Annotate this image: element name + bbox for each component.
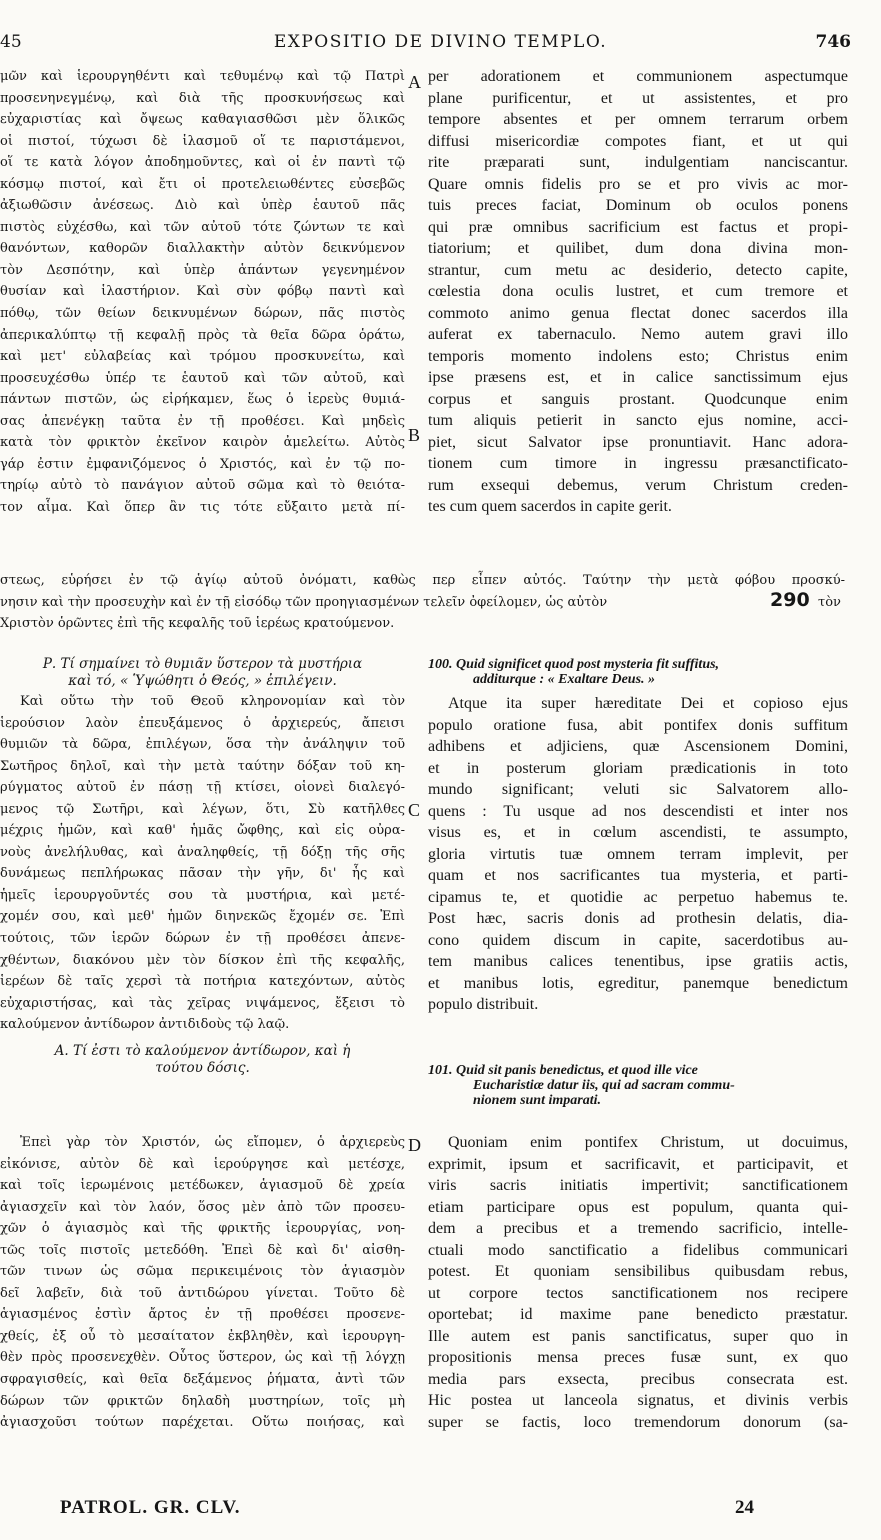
latin-text-line: adhibens et adjiciens, quæ Ascensionem Domini,: [428, 738, 848, 755]
greek-text-line: χθείς, ἐξ οὗ τὸ μεσαίτατον ἐκβληθὲν, καὶ ἱερουργη-: [0, 1328, 405, 1344]
greek-text-line: τῶν τινων ὡς σῶμα περικειμένοις τὸν ἁγιασμὸν: [0, 1264, 405, 1280]
heading-101-latin-line-1: 101. Quid sit panis benedictus, et quod ille vice: [428, 1063, 698, 1078]
latin-text-line: Ille autem est panis sanctificatus, super quo in: [428, 1327, 848, 1345]
greek-text-line: ἀξιωθῶσιν ἀνέσεως. Διὸ καὶ ὑπὲρ ἑαυτοῦ πᾶς: [0, 198, 405, 214]
section-heading-101-greek: [0, 1043, 405, 1077]
heading-101-latin-line-2: Eucharistiæ datur iis, qui ad sacram commu-: [473, 1078, 735, 1093]
greek-text-line: ἀγιασχεῖν καὶ τὸν λαόν, ὅσος μὲν ἀπὸ τῶν προσευ-: [0, 1199, 405, 1215]
greek-text-line: τῶς τοῖς πιστοῖς μετεδόθη. Ἐπεὶ δὲ καὶ δι' αἰσθη-: [0, 1242, 405, 1258]
latin-text-line: Quoniam enim pontifex Christum, ut docuimus,: [448, 1134, 848, 1151]
full-width-line-3: Χριστὸν ὁρῶντες ἐπὶ τῆς κεφαλῆς τοῦ ἱερέως κρατούμενον.: [0, 616, 395, 631]
latin-text-line: quam et nos sacrificantes tua mysteria, et parti-: [428, 867, 848, 884]
latin-text-line: cœlestia dona oculis lustret, et cum tremore et: [428, 283, 848, 300]
latin-text-line: ipse præsens est, et in calice sanctissimum ejus: [428, 369, 848, 386]
latin-text-line: populo distribuit.: [428, 996, 539, 1013]
latin-text-line: dem a precibus et a tremendo sacrificio, intelle-: [428, 1220, 848, 1237]
margin-marker-a: A: [408, 72, 421, 92]
greek-text-line: μενος τῷ Σωτῆρι, καὶ λέγων, ὅτι, Σὺ κατῆλθες: [0, 801, 405, 817]
latin-text-line: et manibus lotis, egreditur, panemque benedictum: [428, 974, 848, 992]
greek-text-line: χῶν ὁ ἁγιασμὸς καὶ τῆς φρικτῆς ἱερουργίας, νοη-: [0, 1221, 405, 1237]
heading-100-latin-line-2: additurque : « Exaltare Deus. »: [473, 672, 656, 687]
greek-text-line: οἵ τε κατὰ λόγον ἀποδημοῦντες, καὶ οἱ ἐν παντὶ τῷ: [0, 155, 405, 171]
latin-text-line: per adorationem et communionem aspectumque: [428, 68, 848, 85]
latin-text-line: corpus et sanguis prostant. Quodcunque enim: [428, 390, 848, 408]
greek-text-line: καλούμενον ἀντίδωρον ἀντιδιδοὺς τῷ λαῷ.: [0, 1017, 290, 1033]
latin-text-line: quens : Tu usque ad nos descendisti et inter nos: [428, 802, 848, 820]
latin-text-line: tempore absentes et per omnem terrarum orbem: [428, 111, 848, 128]
latin-text-line: strantur, cum metu ac desiderio, detecto capite,: [428, 261, 848, 279]
greek-text-line: δεῖ λαβεῖν, διὰ τοῦ ἀντιδώρου γίνεται. Τοῦτο δὲ: [0, 1285, 405, 1301]
latin-text-line: tem manibus calices tenentibus, ipse gratiis actis,: [428, 953, 848, 970]
greek-text-line: τὸν Δεσπότην, καὶ ὑπὲρ ἁπάντων γεγενημένον: [0, 262, 405, 278]
greek-text-line: ἁγιασμένος ἐστὶν ἄρτος ἐν τῇ προθέσει προσενε-: [0, 1307, 405, 1323]
section-heading-100-latin: [428, 657, 848, 687]
full-width-line-2-tail: τὸν: [818, 594, 841, 610]
latin-text-line: Quare omnis fidelis pro se et pro vivis ac mor-: [428, 175, 848, 193]
greek-text-line: θὲν πρὸς προσενεχθὲν. Οὗτος ὕστερον, ὡς καὶ τῇ λόγχῃ: [0, 1350, 405, 1366]
greek-text-line: θανόντων, καθορῶν διαλλακτὴν αὐτὸν δεικνύμενον: [0, 241, 405, 257]
greek-text-line: ἱερέων δὲ ταῖς χερσὶ τὰ ποτήρια κατεχόντων, αὐτὸς: [0, 974, 405, 990]
greek-text-line: κατὰ τὸν φρικτὸν ἐκεῖνον καιρὸν ἀμελείτω. Αὐτὸς: [0, 435, 405, 451]
greek-text-line: μέχρις ἡμῶν, καὶ καθ' ἡμᾶς ὤφθης, καὶ εἰς οὐρα-: [0, 823, 405, 839]
latin-text-line: diffusi misericordiæ compotes fiant, et ut qui: [428, 132, 848, 150]
greek-text-line: εὐχαριστίας καὶ ὄψεως καθαγιασθῶσι μὲν ὅλικῶς: [0, 112, 405, 128]
latin-text-line: visus es, et in cœlum ascendisti, te assumpto,: [428, 824, 848, 841]
latin-text-line: super se factis, loco tremendorum donorum (sa-: [428, 1413, 848, 1431]
latin-text-line: auferat ex tabernaculo. Nemo autem gravi illo: [428, 326, 848, 343]
heading-100-latin-line-1: 100. Quid significet quod post mysteria fit suffitus,: [428, 657, 720, 672]
latin-text-line: Hic postea ut lanceola signatus, et divinis verbis: [428, 1392, 848, 1409]
greek-text-line: μῶν καὶ ἱερουργηθέντι καὶ τεθυμένῳ καὶ τῷ Πατρὶ: [0, 69, 405, 84]
latin-text-line: tes cum quem sacerdos in capite gerit.: [428, 498, 672, 515]
latin-text-line: propositionis mensa preces fusæ sunt, ex quo: [428, 1349, 848, 1366]
full-width-paragraph: [0, 570, 845, 635]
latin-text-line: commoto animo genua flectat donec sacerdos illa: [428, 304, 848, 322]
greek-text-line: δώρων τῶν φρικτῶν δηλαδὴ μυστηρίων, τοῖς μὴ: [0, 1393, 405, 1409]
right-page-number: 746: [815, 32, 851, 52]
greek-text-line: Ἐπεὶ γὰρ τὸν Χριστόν, ὡς εἴπομεν, ὁ ἀρχιερεὺς: [20, 1135, 405, 1150]
greek-text-line: πάντων πιστῶν, ὡς εἰρήκαμεν, ἕως ὁ ἱερεὺς θυμιά-: [0, 392, 405, 408]
greek-text-line: σφραγισθείς, καὶ θεῖα δεξάμενος ῥήματα, ἀντὶ τῶν: [0, 1372, 405, 1388]
latin-text-line: mundo significant; veluti sic Salvatorem allo-: [428, 781, 848, 798]
greek-text-line: ἡμεῖς ἱερουργοῦντές σου τὰ μυστήρια, καὶ μετέ-: [0, 887, 405, 903]
greek-text-line: θυμιῶν τὰ δῶρα, ἐπιλέγων, ὅσα τὴν ἀνάληψιν τοῦ: [0, 737, 405, 753]
heading-101-greek-line-2: τούτου δόσις.: [155, 1060, 250, 1076]
margin-marker-b: B: [408, 425, 421, 445]
heading-100-greek-line-1: Ρ. Τί σημαίνει τὸ θυμιᾶν ὕστερον τὰ μυστήρια: [42, 656, 363, 672]
running-title: EXPOSITIO DE DIVINO TEMPLO.: [273, 32, 608, 52]
greek-text-line: ἀγιασχοῦσι τούτων παρέχεται. Οὕτω ποιήσας, καὶ: [0, 1415, 405, 1431]
column-number-290: 290: [770, 591, 810, 611]
latin-text-line: rum exsequi debemus, verum Christum creden-: [428, 476, 848, 494]
section-heading-100-greek: [0, 656, 405, 690]
left-page-number: 45: [0, 32, 22, 52]
latin-text-line: tiatorium; et quilibet, dum dona divina mon-: [428, 240, 848, 257]
latin-text-line: media pars exsecta, precibus consecrata est.: [428, 1370, 848, 1388]
greek-text-line: γάρ ἐστιν ἐμφανιζόμενος ὁ Χριστός, καὶ ἐν τῷ πο-: [0, 456, 405, 472]
latin-text-line: oportebat; id maxime pane benedicto præstatur.: [428, 1306, 848, 1323]
section-heading-101-latin: [428, 1063, 848, 1108]
heading-101-greek-line-1: Α. Τί ἐστι τὸ καλούμενον ἀντίδωρον, καὶ ἡ: [54, 1043, 351, 1059]
greek-text-line: χθέντων, διακόνου μὲν τὸν δίσκον ἐπὶ τῆς κεφαλῆς,: [0, 952, 405, 968]
greek-text-line: εὐχαριστήσας, καὶ τὰς χεῖρας νιψάμενος, ἔξεισι τὸ: [0, 995, 405, 1011]
latin-text-line: piet, sicut Salvator ipse pronuntiavit. Hanc adora-: [428, 433, 848, 451]
greek-text-line: χομέν σου, καὶ μεθ' ἡμῶν διηνεκῶς ἔχομέν σε. Ἐπὶ: [0, 909, 405, 925]
latin-text-line: tum aliquis petierit in sancto ejus nomine, acci-: [428, 412, 848, 429]
margin-marker-c: C: [408, 800, 421, 820]
latin-text-line: qui præ omnibus sacrificium est factus et propi-: [428, 218, 848, 236]
latin-text-line: potest. Et quoniam sensibilibus quibusdam rebus,: [428, 1263, 848, 1280]
greek-text-line: τηρίῳ αὐτὸ τὸ πανάγιον αὐτοῦ σῶμα καὶ τὸ θειότα-: [0, 478, 405, 494]
latin-text-line: Post hæc, sacris donis ad prothesin delatis, dia-: [428, 910, 848, 927]
greek-text-line: πιστὸς εὐχέσθω, καὶ τῶν αὐτοῦ τότε ζώντων τε καὶ: [0, 219, 405, 235]
latin-text-line: ctuali modo sanctificatio a fidelibus communicari: [428, 1241, 848, 1259]
latin-text-line: cono quidem discum in capite, sacerdotibus au-: [428, 931, 848, 949]
latin-text-line: exprimit, ipsum et sacrificavit, et participavit, et: [428, 1155, 848, 1173]
running-header: [0, 32, 881, 56]
latin-text-line: Atque ita super hæreditate Dei et copioso ejus: [448, 695, 848, 712]
greek-text-line: πόθῳ, τῶν θείων δεικνυμένων δώρων, πᾶς πιστὸς: [0, 306, 405, 322]
footer-sheet-number: 24: [735, 1497, 754, 1518]
latin-text-line: rite præparati sunt, indulgentiam nanciscantur.: [428, 154, 848, 171]
greek-text-line: Καὶ οὕτω τὴν τοῦ Θεοῦ κληρονομίαν καὶ τὸν: [20, 694, 405, 709]
greek-text-line: θυσίαν καὶ ἱλαστήριον. Καὶ σὺν φόβῳ παντὶ καὶ: [0, 284, 405, 300]
greek-text-line: οἱ πιστοί, τύχωσι δὲ ἱλασμοῦ οἵ τε παριστάμενοι,: [0, 133, 405, 149]
greek-text-line: νοὺς ἀνελήλυθας, καὶ ἀναληφθείς, τῇ δόξῃ τῆς σῆς: [0, 844, 405, 860]
latin-text-line: gloria virtutis tuæ omnem terram implevit, per: [428, 845, 848, 863]
latin-column-block-1: [428, 66, 848, 518]
greek-text-line: προσενηνεγμένῳ, καὶ διὰ τῆς προσκυνήσεως καὶ: [0, 90, 405, 106]
greek-text-line: ἱερούσιον λαὸν ἐπευξάμενος ὁ ἀρχιερεύς, ἄπεισι: [0, 715, 405, 731]
latin-column-block-3: [428, 1132, 848, 1433]
latin-text-line: et in posterum gloriam prædicationis in toto: [428, 759, 848, 777]
heading-100-greek-line-2: καὶ τό, « Ὑψώθητι ὁ Θεός, » ἐπιλέγειν.: [68, 673, 337, 689]
latin-text-line: cipamus te, et quotidie ac perpetuo habemus te.: [428, 888, 848, 906]
latin-text-line: ut corpore tectos sanctificationem nos recipere: [428, 1284, 848, 1302]
greek-text-line: ἀπερικαλύπτῳ τῇ κεφαλῇ πρὸς τὰ θεῖα δῶρα ὁράτω,: [0, 327, 405, 343]
greek-text-line: τον αἷμα. Καὶ ὅπερ ἂν τις τότε εὔξαιτο μετὰ πί-: [0, 499, 405, 515]
latin-text-line: etiam participare opus est populum, quanta qui-: [428, 1198, 848, 1216]
greek-column-block-1: [0, 66, 405, 518]
greek-text-line: τούτοις, τῶν ἱερῶν δώρων ἐν τῇ προθέσει ἀπενε-: [0, 931, 405, 947]
greek-column-block-3: [0, 1132, 405, 1434]
greek-text-line: εἰκόνισε, αὐτὸν δὲ καὶ ἱερούργησε καὶ μετέσχε,: [0, 1156, 405, 1172]
latin-text-line: plane purificentur, et ut assistentes, et pro: [428, 89, 848, 107]
full-width-line-2-text: νησιν καὶ τὴν προσευχὴν καὶ ἐν τῇ εἰσόδῳ τῶν προηγιασμένων τελεῖν ὀφείλομεν, ὡς αὐτὸν: [0, 594, 608, 610]
latin-column-block-2: [428, 693, 848, 1016]
greek-column-block-2: [0, 691, 405, 1036]
greek-text-line: κόσμῳ πιστοί, καὶ ἔτι οἱ προτελειωθέντες εὐσεβῶς: [0, 176, 405, 192]
margin-marker-d: D: [408, 1135, 421, 1155]
greek-text-line: προσευχέσθω ὑπέρ τε ἑαυτοῦ καὶ τῶν αὐτοῦ, καὶ: [0, 370, 405, 386]
full-width-line-1: στεως, εὑρήσει ἐν τῷ ἁγίῳ αὐτοῦ ὀνόματι, καθὼς περ εἶπεν αὐτός. Ταύτην τὴν μετὰ φόβου προσκύ-: [0, 573, 845, 588]
greek-text-line: ρύγματος αὐτοῦ ἐν πάσῃ τῇ κτίσει, οἱονεὶ διαλεγό-: [0, 780, 405, 796]
greek-text-line: σας ἀπενέγκῃ ταῦτα ἐν τῇ προθέσει. Καὶ μηδεὶς: [0, 413, 405, 429]
greek-text-line: Σωτῆρος δηλοῖ, καὶ τὴν μετὰ ταύτην δόξαν τοῦ κη-: [0, 758, 405, 774]
greek-text-line: καὶ μετ' εὐλαβείας καὶ τρόμου προσκυνείτω, καὶ: [0, 349, 405, 365]
heading-101-latin-line-3: nionem sunt imparati.: [473, 1093, 601, 1108]
full-width-line-2: [0, 592, 845, 614]
greek-text-line: καὶ τοῖς ἱερωμένοις μετέδωκεν, ἁγιασμοῦ δὲ χρεία: [0, 1178, 405, 1194]
latin-text-line: tionem cum timore in ingressu præsanctificato-: [428, 455, 848, 472]
latin-text-line: tuis preces faciat, Dominum ob oculos ponens: [428, 197, 848, 214]
latin-text-line: temporis momento indolens esto; Christus enim: [428, 347, 848, 365]
greek-text-line: δυνάμεως πεπλήρωκας πᾶσαν τὴν γῆν, δι' ἧς καὶ: [0, 866, 405, 882]
footer-signature: PATROL. GR. CLV.: [60, 1497, 241, 1518]
latin-text-line: populo oratione fusa, abit pontifex donis suffitum: [428, 716, 848, 734]
latin-text-line: viris sacris initiatis impertivit; sanctificationem: [428, 1177, 848, 1194]
